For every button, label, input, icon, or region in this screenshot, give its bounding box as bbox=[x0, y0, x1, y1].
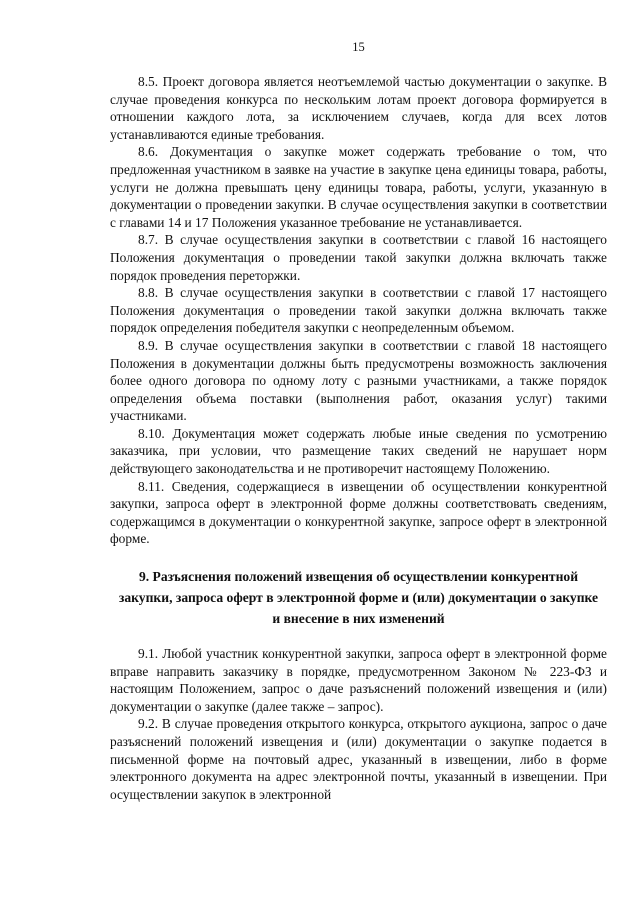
paragraph-9-2: 9.2. В случае проведения открытого конкурса, открытого аукциона, запрос о даче разъяснений положений извещения и (или) документации о закупке подается в письменной форме на почтовый адрес, указанный в извещении, либо в форме электронного документа на адрес электронной почты, указанный в извещении. При осуществлении закупок в электронной bbox=[110, 716, 607, 802]
paragraph-8-9: 8.9. В случае осуществления закупки в соответствии с главой 18 настоящего Положения в документации должны быть предусмотрены возможность заключения более одного договора по одному лоту с разными участниками, а также порядок определения объема поставки (выполнения работ, оказания услуг) такими участниками. bbox=[110, 337, 607, 424]
paragraph-8-10: 8.10. Документация может содержать любые иные сведения по усмотрению заказчика, при условии, что размещение таких сведений не нарушает норм действующего законодательства и не противоречит настоящему Положению. bbox=[110, 425, 607, 477]
paragraph-9-1: 9.1. Любой участник конкурентной закупки, запроса оферт в электронной форме вправе направить заказчику в порядке, предусмотренном Законом № 223-ФЗ и настоящим Положением, запрос о даче разъяснений положений извещения и (или) документации о закупке (далее также – запрос). bbox=[110, 646, 607, 714]
paragraph-8-7: 8.7. В случае осуществления закупки в соответствии с главой 16 настоящего Положения документация о проведении такой закупки должна включать также порядок проведения переторжки. bbox=[110, 232, 607, 283]
paragraph-8-8: 8.8. В случае осуществления закупки в соответствии с главой 17 настоящего Положения документация о проведении такой закупки должна включать также порядок определения победителя закупки с неопределенным объемом. bbox=[110, 285, 607, 336]
paragraph-8-6: 8.6. Документация о закупке может содержать требование о том, что предложенная участником в заявке на участие в закупке цена единицы товара, работы, услуги не должна превышать цену единицы товара, работы, услуги, указанную в документации о проведении закупки. В случае осуществления закупки в соответствии с главами 14 и 17 Положения указанное требование не устанавливается. bbox=[110, 144, 607, 230]
page-number: 15 bbox=[352, 40, 365, 54]
paragraph-8-11: 8.11. Сведения, содержащиеся в извещении об осуществлении конкурентной закупки, запроса оферт в электронной форме должны соответствовать сведениям, содержащимся в документации о конкурентной закупке, запросе оферт в электронной форме. bbox=[110, 478, 607, 547]
section-heading-9: 9. Разъяснения положений извещения об осуществлении конкурентной закупки, запроса оферт в электронной форме и (или) документации о закупке и внесение в них изменений bbox=[118, 569, 599, 627]
paragraph-8-5: 8.5. Проект договора является неотъемлемой частью документации о закупке. В случае проведения конкурса по нескольким лотам проект договора формируется в отношении каждого лота, за исключением случаев, когда для всех лотов устанавливаются единые требования. bbox=[110, 74, 607, 142]
